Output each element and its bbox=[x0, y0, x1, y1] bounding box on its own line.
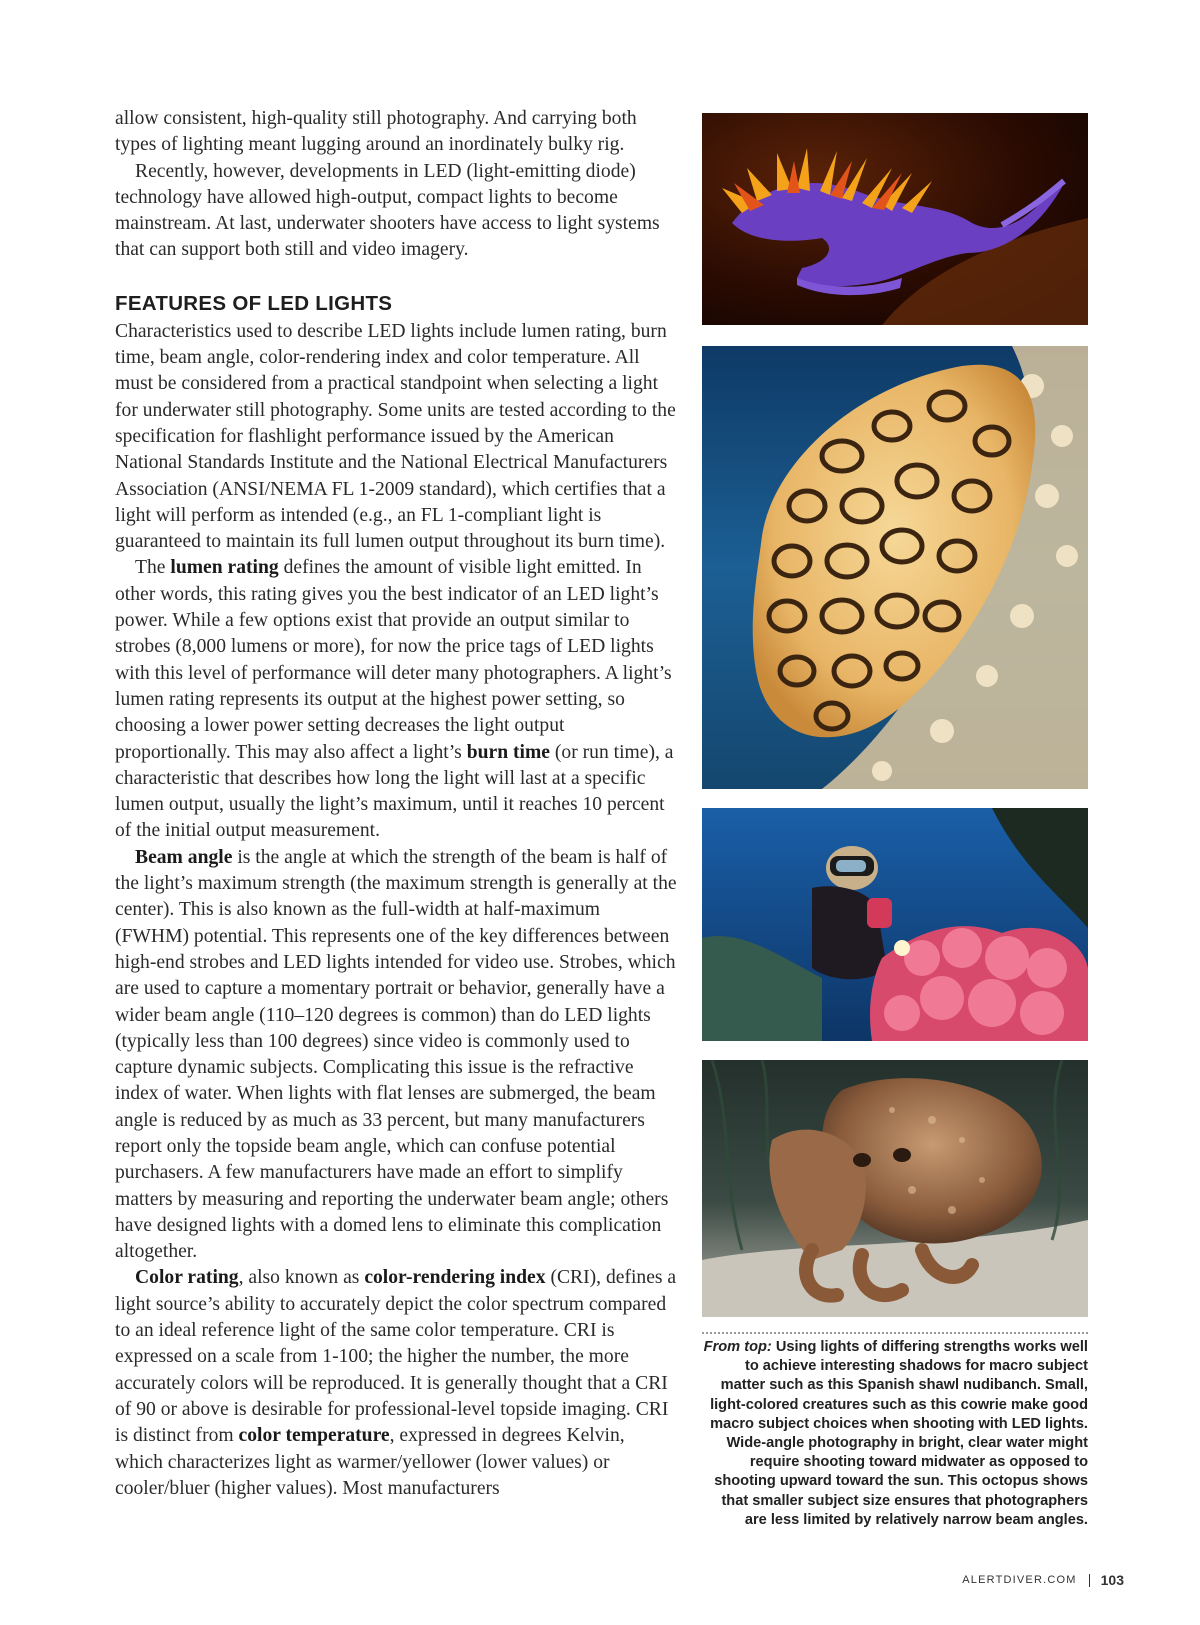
photo-caption bbox=[702, 1338, 1088, 1530]
text-run: is the angle at which the strength of the beam is half of the light’s maximum strength (the maximum strength is generally at the center). This is also known as the full-width at half-maximum (FWHM) potential. This represents one of the key differences between high-end strobes and LED lights intended for video use. Strobes, which are used to capture a momentary portrait or behavior, generally have a wider beam angle (110–120 degrees is common) than do LED lights (typically less than 100 degrees) since video is commonly used to capture dynamic subjects. Complicating this issue is the refractive index of water. When lights with flat lenses are submerged, the beam angle is reduced by as much as 33 percent, but many manufacturers report only the topside beam angle, which can confuse potential purchasers. A few manufacturers have made an effort to simplify matters by measuring and reporting the underwater beam angle; others have designed lights with a domed lens to eliminate this complication altogether. bbox=[115, 846, 677, 1263]
text-run: (or run time), a characteristic that describes how long the light will last at a specific lumen output, usually the light’s maximum, until it reaches 10 percent of the initial output measurement. bbox=[115, 741, 674, 842]
cowrie-photo bbox=[702, 346, 1088, 789]
term-lumen-rating: lumen rating bbox=[170, 557, 279, 579]
paragraph-lumen-rating bbox=[115, 555, 677, 844]
text-run: The bbox=[135, 557, 171, 579]
paragraph-color-rating bbox=[115, 1265, 677, 1502]
nudibranch-photo bbox=[702, 113, 1088, 325]
term-burn-time: burn time bbox=[466, 741, 550, 763]
octopus-photo bbox=[702, 1060, 1088, 1317]
caption-lead: From top: bbox=[703, 1339, 772, 1355]
page-footer bbox=[962, 1572, 1124, 1588]
footer-site: ALERTDIVER.COM bbox=[962, 1574, 1077, 1586]
caption-divider bbox=[702, 1332, 1088, 1334]
text-run: defines the amount of visible light emitted. In other words, this rating gives you the best indicator of an LED light’s power. While a few options exist that provide an output similar to strobes (8,000 lumens or more), for now the price tags of LED lights with this level of performance will deter many photographers. A light’s lumen rating represents its output at the highest power setting, so choosing a lower power setting decreases the light output proportionally. This may also affect a light’s bbox=[115, 557, 672, 763]
diver-coral-photo bbox=[702, 808, 1088, 1041]
paragraph-beam-angle bbox=[115, 845, 677, 1266]
term-beam-angle: Beam angle bbox=[135, 846, 233, 868]
paragraph: Recently, however, developments in LED (light-emitting diode) technology have allowed high-output, compact lights to become mainstream. At last, underwater shooters have access to light systems that can support both still and video imagery. bbox=[115, 160, 660, 261]
text-run: (CRI), defines a light source’s ability to accurately depict the color spectrum compared to an ideal reference light of the same color temperature. CRI is expressed on a scale from 1-100; the higher the number, the more accurately colors will be reproduced. It is generally thought that a CRI of 90 or above is desirable for professional-level topside imaging. CRI is distinct from bbox=[115, 1267, 677, 1447]
paragraph: Characteristics used to describe LED lights include lumen rating, burn time, beam angle, color-rendering index and color temperature. All must be considered from a practical standpoint when selecting a light for underwater still photography. Some units are tested according to the specification for flashlight performance issued by the American National Standards Institute and the National Electrical Manufacturers Association (ANSI/NEMA FL 1-2009 standard), which certifies that a light will perform as intended (e.g., an FL 1-compliant light is guaranteed to maintain its full lumen output throughout its burn time). bbox=[115, 320, 676, 553]
footer-separator bbox=[1089, 1574, 1090, 1587]
section-heading: FEATURES OF LED LIGHTS bbox=[115, 291, 393, 315]
page-number: 103 bbox=[1100, 1572, 1124, 1588]
term-cri: color-rendering index bbox=[364, 1267, 546, 1289]
caption-text: Using lights of differing strengths works well to achieve interesting shadows for macro subject matter such as this Spanish shawl nudibanch. Small, light-colored creatures such as this cowrie make good macro subject choices when shooting with LED lights. Wide-angle photography in bright, clear water might require shooting toward midwater as opposed to shooting upward toward the sun. This octopus shows that smaller subject size ensures that photographers are less limited by relatively narrow beam angles. bbox=[710, 1339, 1088, 1528]
text-run: , also known as bbox=[238, 1267, 365, 1289]
paragraph: allow consistent, high-quality still photography. And carrying both types of lighting meant lugging around an inordinately bulky rig. bbox=[115, 108, 637, 156]
article-body bbox=[115, 106, 677, 1502]
term-color-rating: Color rating bbox=[135, 1267, 239, 1289]
text-run: , expressed in degrees Kelvin, which characterizes light as warmer/yellower (lower values) or cooler/bluer (higher values). Most manufacturers bbox=[115, 1425, 625, 1499]
term-color-temperature: color temperature bbox=[238, 1425, 390, 1447]
